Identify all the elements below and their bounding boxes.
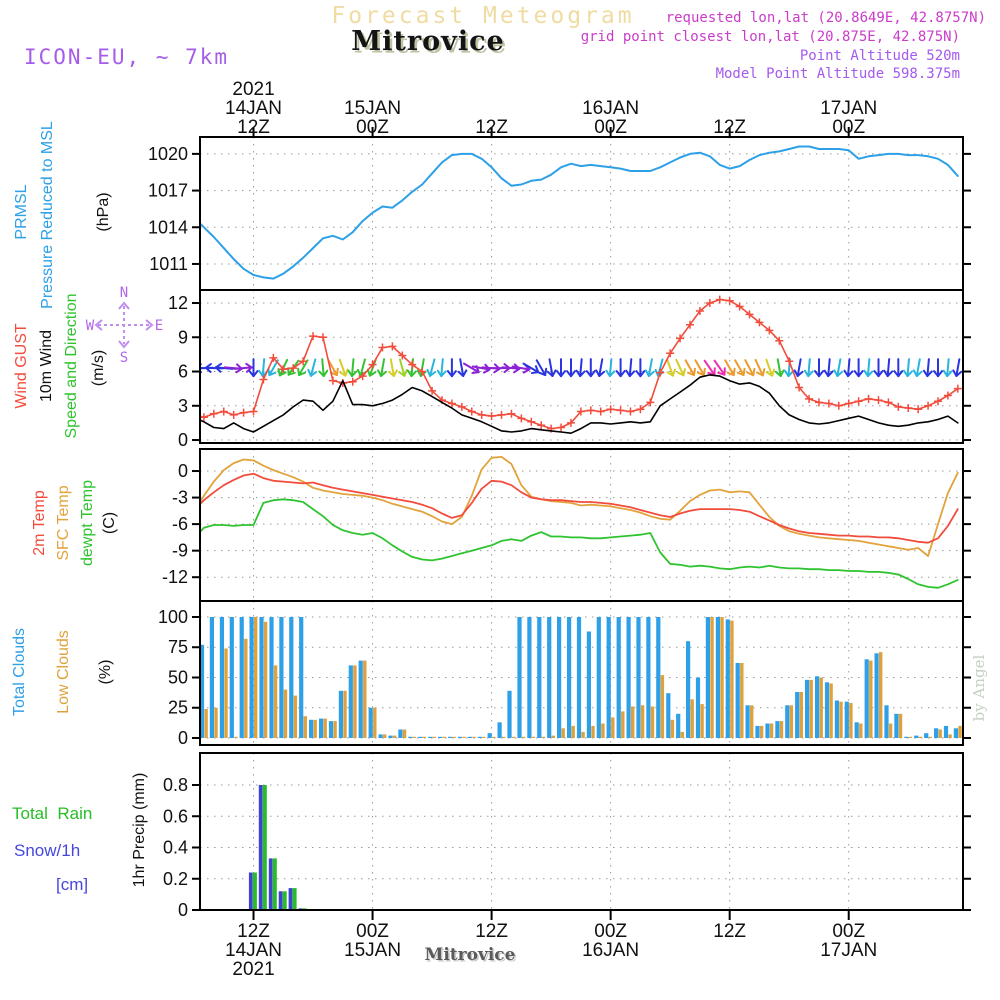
y-tick-label: 9 xyxy=(177,327,188,348)
time-tick-day-bottom: 14JAN xyxy=(225,940,283,961)
label-dewpt-temp: dewpt Temp xyxy=(79,480,96,566)
time-tick-label-bottom: 12Z xyxy=(475,921,508,942)
time-tick-day: 14JAN xyxy=(225,98,283,119)
y-tick-label: 50 xyxy=(167,667,188,688)
grid-point-coords: grid point closest lon,lat (20.875E, 42.875N) xyxy=(580,29,960,45)
time-tick-day: 16JAN xyxy=(582,98,640,119)
time-tick-label: 12Z xyxy=(475,117,508,138)
y-tick-label: 1020 xyxy=(147,143,188,164)
label-precip-unit: 1hr Precip (mm) xyxy=(131,772,148,888)
label-snow-1h: Snow/1h xyxy=(14,841,81,860)
label-prmsl: PRMSL xyxy=(13,184,30,240)
requested-coords: requested lon,lat (20.8649E, 42.8757N) xyxy=(665,10,986,26)
label-wind-gust: Wind GUST xyxy=(13,323,30,409)
label-percent-unit: (%) xyxy=(97,659,114,685)
page-title: Forecast Meteogram xyxy=(331,3,635,29)
time-tick-label-bottom: 12Z xyxy=(713,921,747,942)
y-tick-label: 0 xyxy=(177,900,188,920)
y-tick-label: 100 xyxy=(157,606,188,627)
label-low-clouds: Low Clouds xyxy=(55,630,72,714)
model-point-altitude: Model Point Altitude 598.375m xyxy=(715,66,960,82)
time-tick-year: 2021 xyxy=(232,79,275,100)
y-tick-label: 6 xyxy=(177,361,188,382)
compass-w: W xyxy=(86,318,95,334)
time-tick-day-bottom: 16JAN xyxy=(582,940,640,961)
label-sfc-temp: SFC Temp xyxy=(55,485,72,561)
time-tick-label-bottom: 12Z xyxy=(237,921,270,942)
compass-s: S xyxy=(119,350,129,366)
compass-n: N xyxy=(119,285,129,301)
label-pressure-reduced: Pressure Reduced to MSL xyxy=(39,121,56,309)
label-hpa-unit: (hPa) xyxy=(95,192,112,232)
compass-e: E xyxy=(154,318,164,334)
y-tick-label: 0 xyxy=(177,461,188,482)
y-tick-label: 1017 xyxy=(147,180,188,201)
time-tick-label-bottom: 00Z xyxy=(832,921,866,942)
time-tick-day-bottom: 15JAN xyxy=(344,940,402,961)
time-tick-label-bottom: 00Z xyxy=(356,921,389,942)
y-tick-label: 0 xyxy=(177,430,188,451)
time-tick-day-bottom: 17JAN xyxy=(820,940,878,961)
label-10m-wind: 10m Wind xyxy=(38,329,55,403)
footer-station: Mitrovice xyxy=(424,945,516,965)
y-tick-label: -12 xyxy=(161,567,188,588)
label-2m-temp: 2m Temp xyxy=(31,490,48,556)
time-tick-day: 17JAN xyxy=(820,98,878,119)
y-tick-label: 3 xyxy=(177,395,188,416)
y-tick-label: 75 xyxy=(167,637,188,658)
time-tick-label: 12Z xyxy=(237,117,270,138)
label-ms-unit: (m/s) xyxy=(90,349,107,387)
time-tick-label-bottom: 00Z xyxy=(594,921,628,942)
time-tick-year-bottom: 2021 xyxy=(232,959,275,980)
y-tick-label: 1014 xyxy=(147,217,188,238)
y-tick-label: 0.8 xyxy=(162,775,188,795)
credit-text: by Angel xyxy=(970,654,988,722)
y-tick-label: 25 xyxy=(167,697,188,718)
label-total-clouds: Total Clouds xyxy=(11,627,28,717)
y-tick-label: 1011 xyxy=(149,253,188,274)
label-total-rain: Total Rain xyxy=(12,804,93,823)
time-tick-label: 00Z xyxy=(356,117,389,138)
y-tick-label: 12 xyxy=(167,293,188,314)
model-name: ICON-EU, ~ 7km xyxy=(24,45,230,69)
time-tick-day: 15JAN xyxy=(344,98,402,119)
y-tick-label: 0 xyxy=(177,727,188,748)
time-tick-label: 00Z xyxy=(832,117,866,138)
y-tick-label: -3 xyxy=(171,487,188,508)
y-tick-label: -6 xyxy=(171,514,188,535)
label-speed-direction: Speed and Direction xyxy=(63,293,80,439)
y-tick-label: 0.4 xyxy=(162,837,188,858)
y-tick-label: -9 xyxy=(171,540,188,561)
compass-icon xyxy=(86,284,164,366)
y-tick-label: 0.6 xyxy=(162,806,188,827)
label-cm-unit: [cm] xyxy=(56,875,89,894)
y-tick-label: 0.2 xyxy=(162,868,188,889)
point-altitude: Point Altitude 520m xyxy=(799,48,960,64)
time-tick-label: 00Z xyxy=(594,117,628,138)
station-title: Mitrovice xyxy=(351,26,505,57)
time-tick-label: 12Z xyxy=(713,117,747,138)
label-c-unit: (C) xyxy=(101,511,118,535)
